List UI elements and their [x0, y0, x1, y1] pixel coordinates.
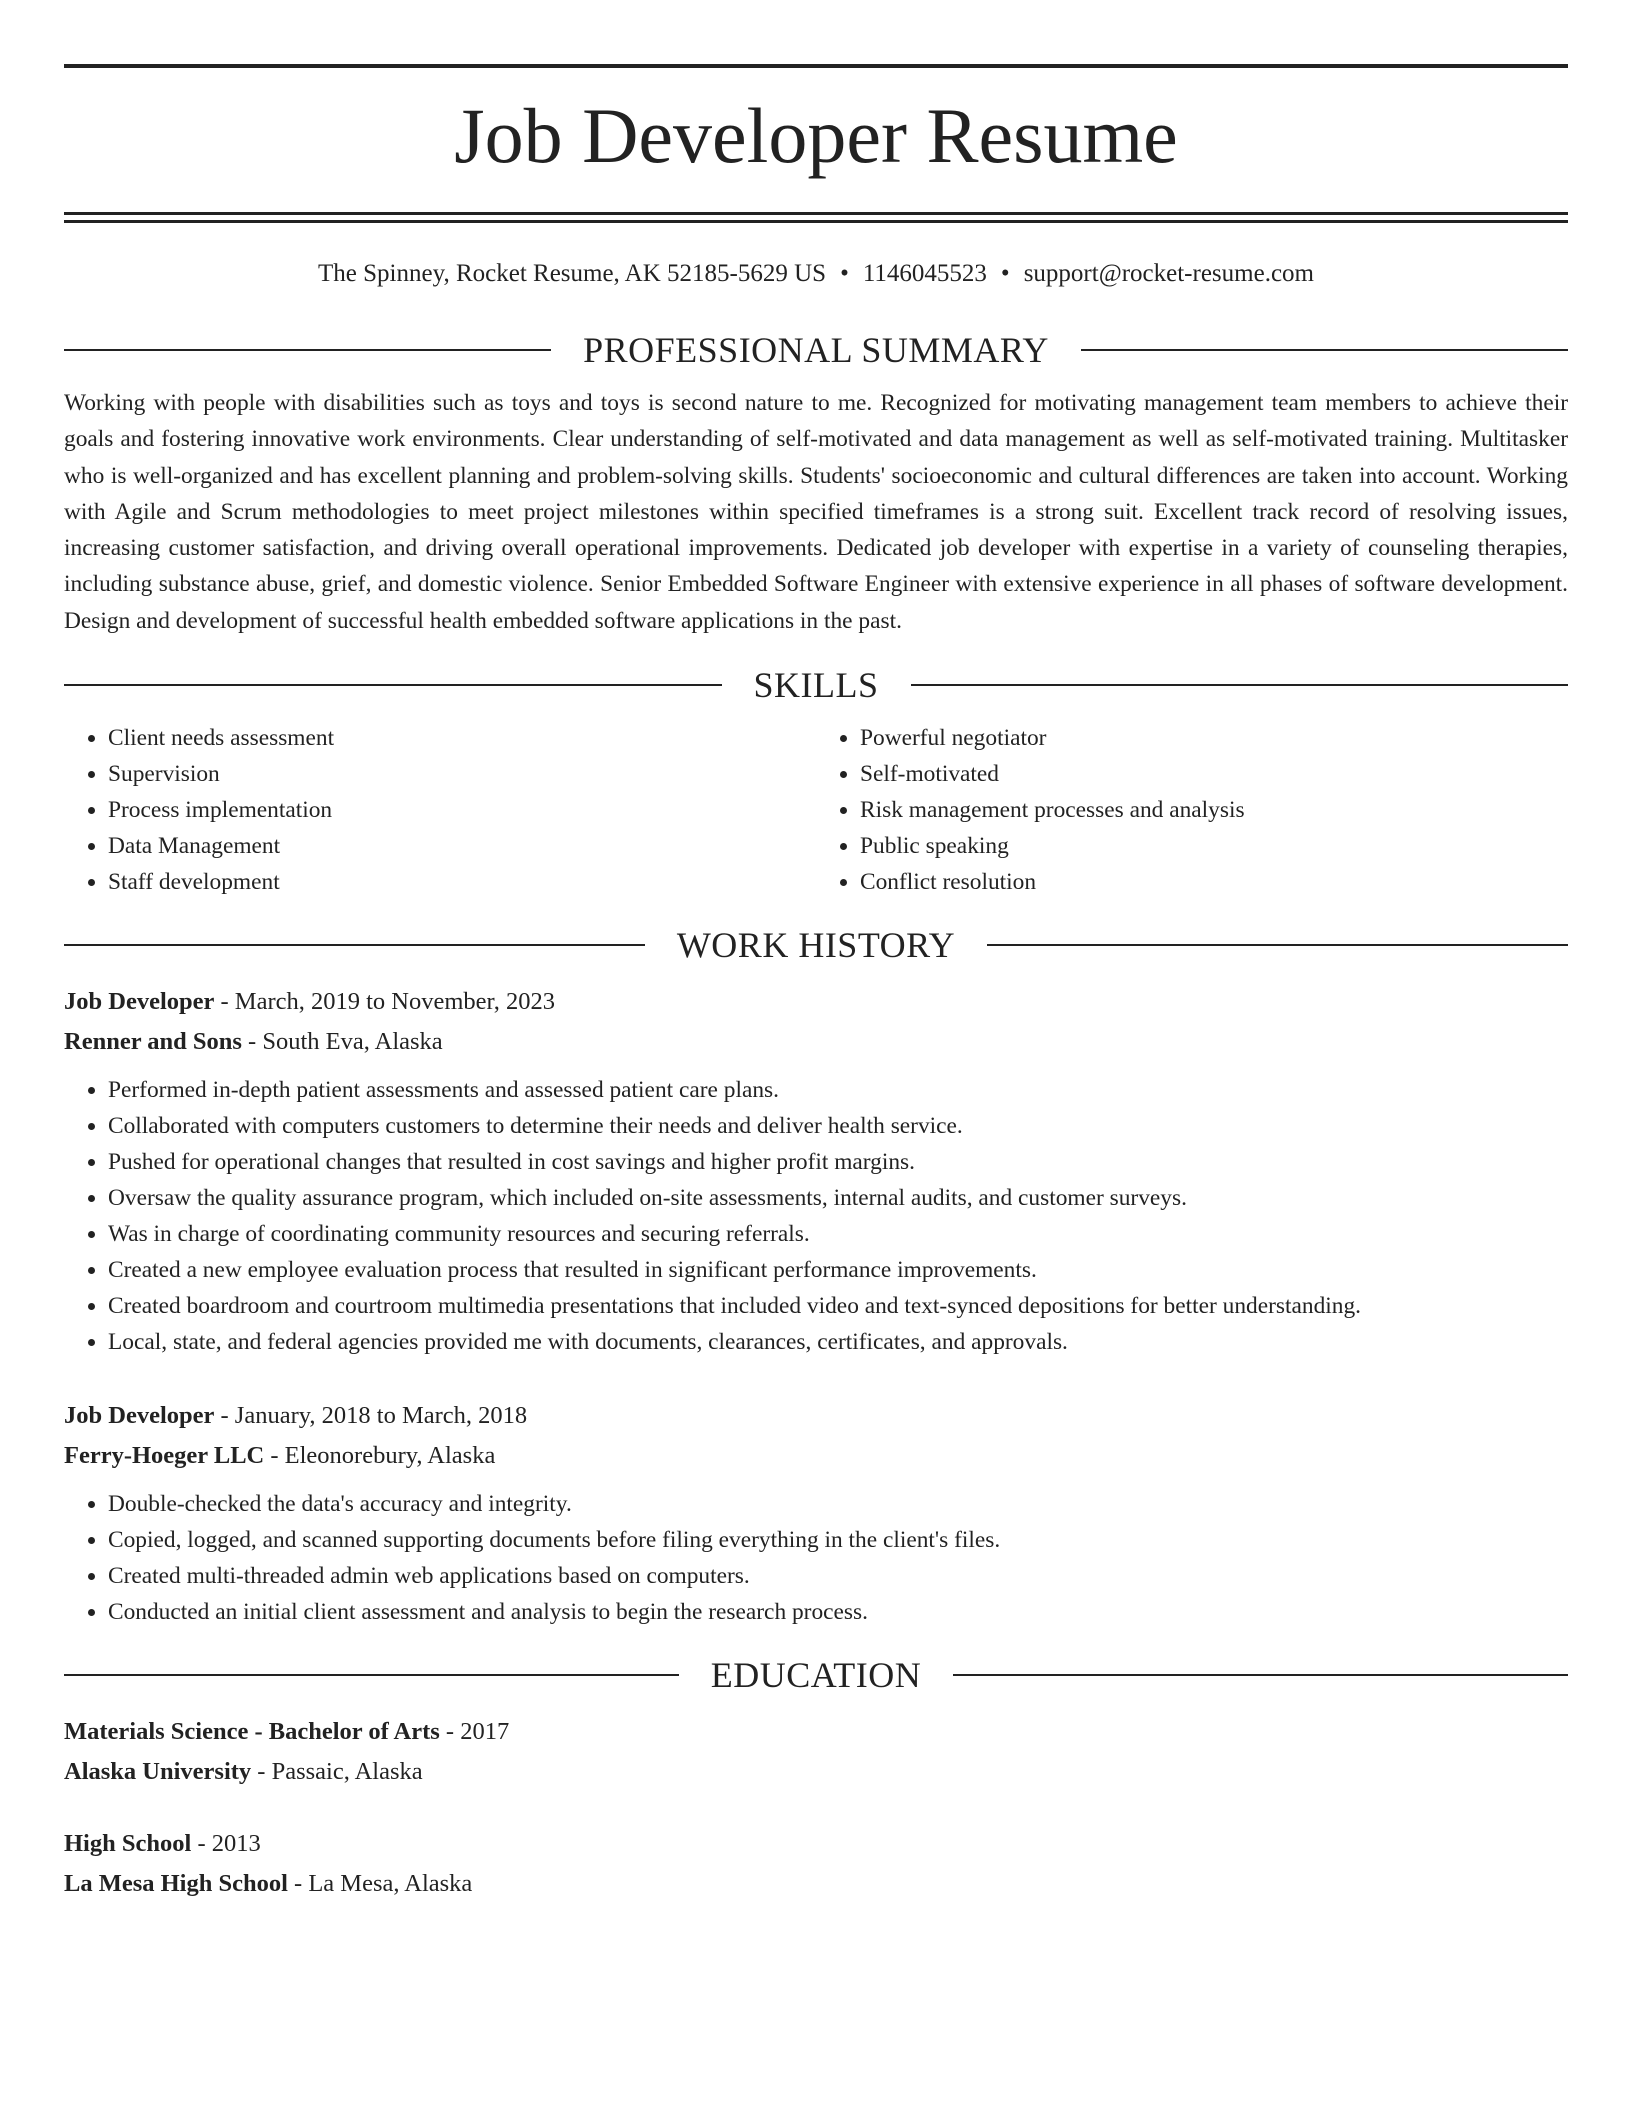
job-bullets [64, 1072, 1568, 1360]
job-bullets [64, 1486, 1568, 1630]
degree: High School [64, 1830, 192, 1858]
degree-line [64, 1712, 1568, 1752]
school-location: - Passaic, Alaska [251, 1758, 423, 1786]
contact-email[interactable]: support@rocket-resume.com [1023, 260, 1314, 287]
skill-item: • Data Management [108, 828, 816, 864]
summary-text: Working with people with disabilities such as toys and toys is second nature to me. Recognized for motivating management team members to achieve their goals and fostering innovative work environments. Clear understanding of self-motivated and data management as well as self-motivated training. Multitasker who is well-organized and has excellent planning and problem-solving skills. Students' socioeconomic and cultural differences are taken into account. Working with Agile and Scrum methodologies to meet project milestones within specified timeframes is a strong suit. Excellent track record of resolving issues, increasing customer satisfaction, and driving overall operational improvements. Dedicated job developer with expertise in a variety of counseling therapies, including substance abuse, grief, and domestic violence. Senior Embedded Software Engineer with extensive experience in all phases of software development. Design and development of successful health embedded software applications in the past. [64, 390, 1568, 634]
job-bullet: • Double-checked the data's accuracy and integrity. [108, 1486, 1568, 1522]
section-heading-summary [64, 327, 1568, 373]
section-heading-work [64, 922, 1568, 968]
graduation-year: - 2017 [439, 1718, 510, 1746]
job-bullet: • Oversaw the quality assurance program, which included on-site assessments, internal audits, and customer surveys. [108, 1180, 1568, 1216]
job-bullet: • Created a new employee evaluation process that resulted in significant performance improvements. [108, 1252, 1568, 1288]
job-bullet: • Pushed for operational changes that resulted in cost savings and higher profit margins. [108, 1144, 1568, 1180]
heading-rule [1081, 349, 1568, 351]
section-heading-skills [64, 662, 1568, 708]
heading-rule [64, 684, 722, 686]
job-location: - South Eva, Alaska [241, 1028, 443, 1056]
job-title: Job Developer [64, 988, 215, 1016]
school-name: Alaska University [64, 1758, 252, 1786]
contact-phone: 1146045523 [862, 260, 987, 287]
job-title-line [64, 982, 1568, 1022]
job-bullet: • Collaborated with computers customers to determine their needs and deliver health service. [108, 1108, 1568, 1144]
education-entry [64, 1712, 1568, 1792]
contact-separator: • [840, 260, 849, 287]
job-bullet: • Was in charge of coordinating community resources and securing referrals. [108, 1216, 1568, 1252]
job-bullet: • Performed in-depth patient assessments and assessed patient care plans. [108, 1072, 1568, 1108]
degree-line [64, 1824, 1568, 1864]
education-entry [64, 1824, 1568, 1904]
graduation-year: - 2013 [191, 1830, 261, 1858]
heading-rule [987, 944, 1568, 946]
job-company-line [64, 1436, 1568, 1476]
job-bullet: • Conducted an initial client assessment and analysis to begin the research process. [108, 1594, 1568, 1630]
school-line [64, 1864, 1568, 1904]
skill-item: • Public speaking [860, 828, 1568, 864]
section-title: SKILLS [753, 665, 879, 706]
job-bullet: • Copied, logged, and scanned supporting documents before filing everything in the client's files. [108, 1522, 1568, 1558]
job-bullet: • Local, state, and federal agencies provided me with documents, clearances, certificates, and approvals. [108, 1324, 1568, 1360]
skill-item: • Self-motivated [860, 756, 1568, 792]
job-company: Ferry-Hoeger LLC [64, 1442, 265, 1470]
skill-item: • Client needs assessment [108, 720, 816, 756]
resume-title: Job Developer Resume [454, 92, 1178, 179]
job-title: Job Developer [64, 1402, 215, 1430]
work-entry [64, 982, 1568, 1360]
skills-column-left [64, 720, 816, 900]
skill-item: • Powerful negotiator [860, 720, 1568, 756]
contact-address: The Spinney, Rocket Resume, AK 52185-5629 US [318, 260, 827, 287]
skill-item: • Conflict resolution [860, 864, 1568, 900]
heading-rule [911, 684, 1569, 686]
skills-column-right [816, 720, 1568, 900]
job-company: Renner and Sons [64, 1028, 242, 1056]
section-title: EDUCATION [710, 1655, 922, 1696]
job-bullet: • Created boardroom and courtroom multimedia presentations that included video and text-synced depositions for better understanding. [108, 1288, 1568, 1324]
heading-rule [64, 1674, 679, 1676]
section-heading-education [64, 1652, 1568, 1698]
job-title-line [64, 1396, 1568, 1436]
skills-list [64, 720, 1568, 900]
heading-rule [64, 944, 645, 946]
work-entry [64, 1396, 1568, 1630]
heading-rule [953, 1674, 1568, 1676]
skill-item: • Risk management processes and analysis [860, 792, 1568, 828]
job-dates: - March, 2019 to November, 2023 [214, 988, 555, 1016]
job-location: - Eleonorebury, Alaska [264, 1442, 496, 1470]
contact-separator: • [1000, 260, 1010, 287]
skill-item: • Supervision [108, 756, 816, 792]
section-title: PROFESSIONAL SUMMARY [583, 330, 1049, 370]
degree: Materials Science - Bachelor of Arts [64, 1718, 440, 1746]
title-double-rule [64, 212, 1568, 223]
school-line [64, 1752, 1568, 1792]
contact-line [64, 257, 1568, 291]
top-rule [64, 64, 1568, 68]
school-name: La Mesa High School [64, 1870, 288, 1898]
skill-item: • Staff development [108, 864, 816, 900]
section-title: WORK HISTORY [676, 925, 956, 966]
school-location: - La Mesa, Alaska [287, 1870, 473, 1898]
job-dates: - January, 2018 to March, 2018 [214, 1402, 528, 1430]
skill-item: • Process implementation [108, 792, 816, 828]
heading-rule [64, 349, 551, 351]
job-bullet: • Created multi-threaded admin web applications based on computers. [108, 1558, 1568, 1594]
job-company-line [64, 1022, 1568, 1062]
